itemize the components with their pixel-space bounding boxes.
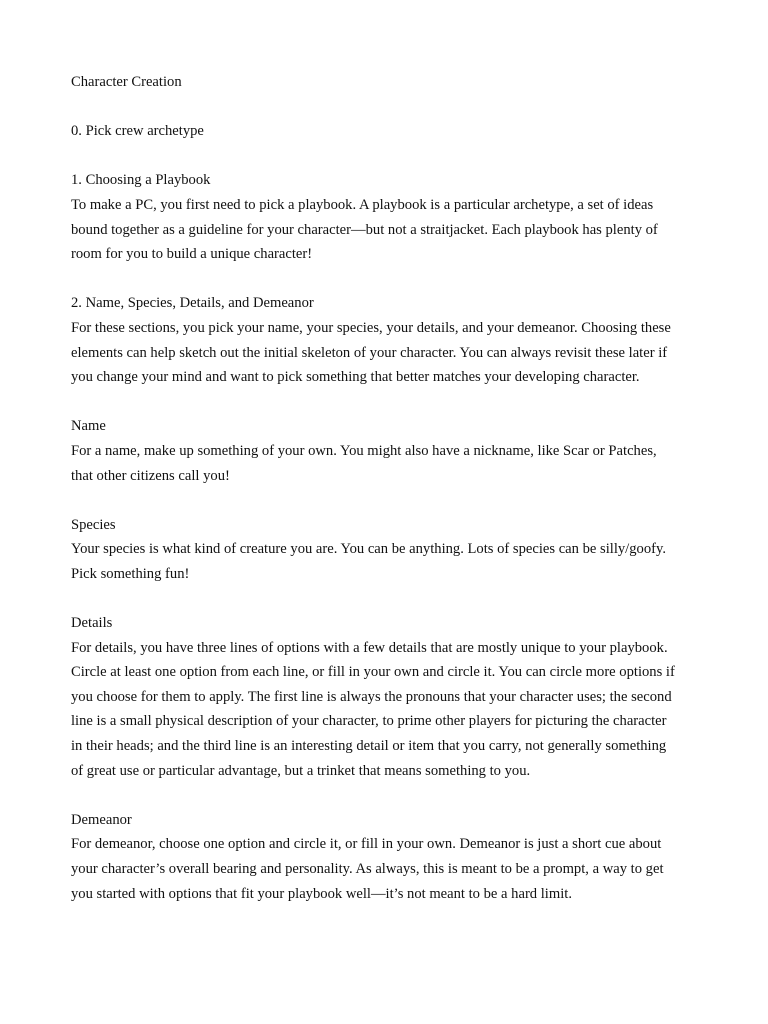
paragraph-line: For these sections, you pick your name, your species, your details, and your demeanor. Choosing these <box>71 319 671 336</box>
paragraph-line: Pick something fun! <box>71 565 190 582</box>
section-heading: Name <box>71 418 106 435</box>
spacer <box>71 586 699 611</box>
section-heading: Demeanor <box>71 811 132 828</box>
section-heading: 1. Choosing a Playbook <box>71 172 211 189</box>
paragraph-line: line is a small physical description of your character, to prime other players for picturing the character <box>71 713 667 730</box>
step-crew-archetype: 0. Pick crew archetype <box>71 123 204 140</box>
section-heading: 2. Name, Species, Details, and Demeanor <box>71 295 314 312</box>
paragraph-line: of great use or particular advantage, but a trinket that means something to you. <box>71 762 531 779</box>
section-name <box>71 414 699 488</box>
section-species <box>71 513 699 587</box>
document-title: Character Creation <box>71 74 182 90</box>
paragraph-line: bound together as a guideline for your character—but not a straitjacket. Each playbook has plenty of <box>71 221 658 238</box>
spacer <box>71 783 699 808</box>
section-details <box>71 611 699 783</box>
paragraph-line: you choose for them to apply. The first line is always the pronouns that your character uses; the second <box>71 688 672 705</box>
paragraph-line: that other citizens call you! <box>71 467 230 484</box>
document-body <box>71 70 699 906</box>
paragraph-line: Circle at least one option from each line, or fill in your own and circle it. You can circle more options if <box>71 664 675 681</box>
section-choosing-playbook <box>71 168 699 266</box>
section-heading: Details <box>71 615 113 632</box>
paragraph-line: Your species is what kind of creature you are. You can be anything. Lots of species can be silly/goofy. <box>71 541 666 558</box>
paragraph-line: For a name, make up something of your own. You might also have a nickname, like Scar or Patches, <box>71 442 657 459</box>
spacer <box>71 144 699 169</box>
spacer <box>71 390 699 415</box>
section-heading: Species <box>71 516 116 533</box>
spacer <box>71 267 699 292</box>
paragraph-line: in their heads; and the third line is an interesting detail or item that you carry, not generally something <box>71 738 667 755</box>
paragraph-line: To make a PC, you first need to pick a playbook. A playbook is a particular archetype, a set of ideas <box>71 196 654 213</box>
paragraph-line: your character’s overall bearing and personality. As always, this is meant to be a prompt, a way to get <box>71 861 664 877</box>
section-name-species-details-demeanor <box>71 291 699 389</box>
spacer <box>71 95 699 120</box>
section-demeanor <box>71 808 699 906</box>
paragraph-line: For demeanor, choose one option and circle it, or fill in your own. Demeanor is just a short cue about <box>71 836 662 853</box>
paragraph-line: you started with options that fit your playbook well—it’s not meant to be a hard limit. <box>71 885 572 902</box>
spacer <box>71 488 699 513</box>
paragraph-line: room for you to build a unique character! <box>71 246 313 263</box>
paragraph-line: For details, you have three lines of options with a few details that are mostly unique to your playbook. <box>71 639 668 656</box>
paragraph-line: you change your mind and want to pick something that better matches your developing character. <box>71 369 640 386</box>
paragraph-line: elements can help sketch out the initial skeleton of your character. You can always revisit these later if <box>71 344 668 361</box>
